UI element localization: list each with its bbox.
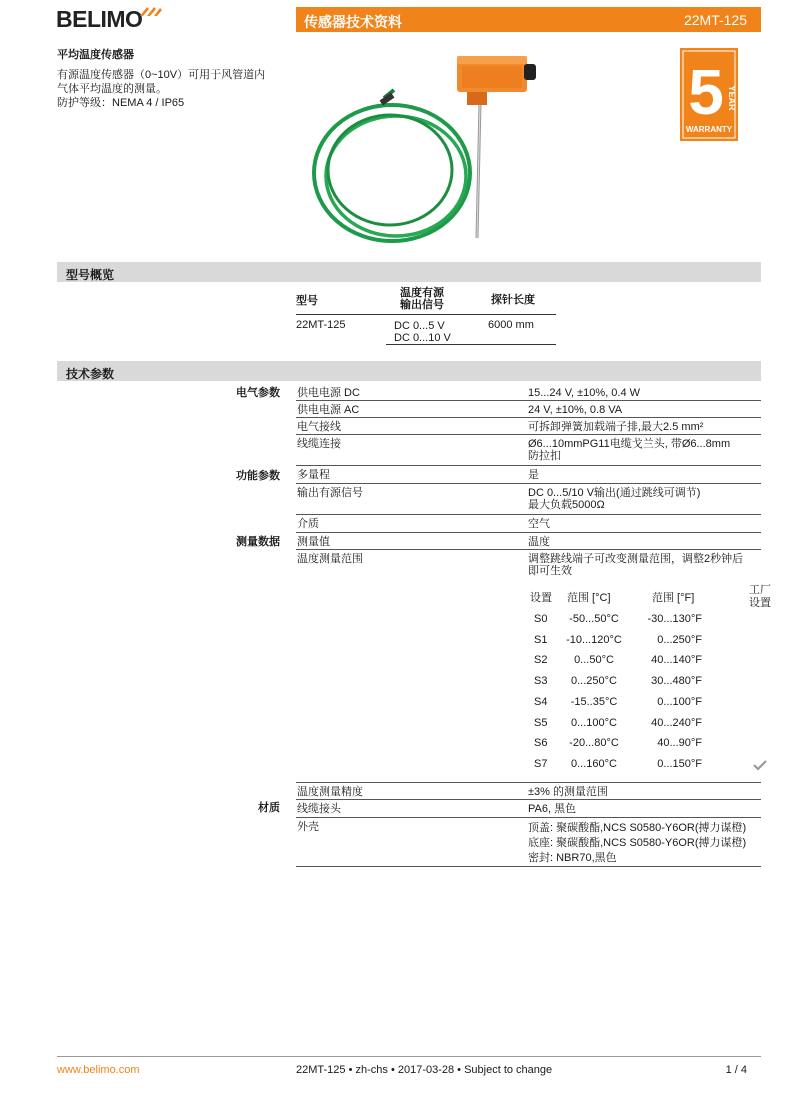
document-title: 传感器技术资料 — [304, 14, 402, 30]
spec-row — [296, 401, 761, 418]
spec-value — [528, 553, 760, 577]
range-celsius: -20...80°C — [569, 737, 619, 749]
product-type: 平均温度传感器 — [57, 49, 134, 61]
spec-row — [296, 384, 761, 401]
overview-cell-signal-line2: DC 0...10 V — [394, 332, 451, 344]
spec-value — [528, 821, 760, 866]
overview-cell-signal — [394, 320, 451, 344]
spec-row — [296, 818, 761, 867]
specs-section-title: 技术参数 — [66, 367, 115, 381]
warranty-badge-icon — [680, 48, 738, 141]
footer-doc-info: 22MT-125 • zh-chs • 2017-03-28 • Subject to change — [296, 1064, 553, 1076]
range-celsius: -15..35°C — [570, 696, 618, 708]
range-celsius: 0...160°C — [571, 758, 617, 770]
range-header-factory-line2: 设置 — [749, 597, 771, 609]
overview-cell-signal-line1: DC 0...5 V — [394, 320, 445, 332]
overview-cell-probe: 6000 mm — [488, 319, 534, 331]
spec-value: 可拆卸弹簧加载端子排,最大2.5 mm² — [528, 421, 704, 433]
footer-link[interactable]: www.belimo.com — [57, 1064, 140, 1076]
range-header-setting: 设置 — [530, 592, 552, 604]
spec-row — [296, 418, 761, 435]
overview-header-type: 型号 — [296, 295, 318, 307]
range-header-fahrenheit: 范围 [°F] — [652, 592, 695, 604]
spec-value — [528, 438, 760, 462]
spec-row — [296, 533, 761, 550]
range-setting: S5 — [534, 717, 548, 729]
range-fahrenheit: 40...240°F — [651, 717, 702, 729]
spec-value: 空气 — [528, 518, 550, 530]
range-celsius: 0...100°C — [571, 717, 617, 729]
spec-label: 多量程 — [297, 469, 330, 481]
range-setting: S3 — [534, 675, 548, 687]
spec-label: 介质 — [297, 518, 319, 530]
description-line-1: 有源温度传感器（0~10V）可用于风管道内 — [57, 69, 266, 81]
range-setting: S7 — [534, 758, 548, 770]
spec-value-line: 密封: NBR70,黑色 — [528, 852, 617, 864]
spec-label: 供电电源 AC — [297, 404, 360, 416]
spec-value: PA6, 黑色 — [528, 803, 577, 815]
spec-value-line: 最大负载5000Ω — [528, 499, 605, 511]
spec-label: 线缆接头 — [297, 803, 341, 815]
range-setting: S2 — [534, 654, 548, 666]
group-electrical: 电气参数 — [236, 387, 280, 399]
overview-header-probe: 探针长度 — [491, 294, 535, 306]
header-bar — [296, 7, 761, 32]
spec-value-line: Ø6...10mmPG11电缆戈兰头, 带Ø6...8mm — [528, 438, 731, 450]
spec-row — [296, 435, 761, 466]
warranty-year: YEAR — [727, 85, 737, 111]
product-image — [312, 48, 552, 253]
range-header-factory-line1: 工厂 — [749, 584, 771, 596]
range-fahrenheit: 40...90°F — [657, 737, 702, 749]
spec-label: 输出有源信号 — [297, 487, 363, 499]
spec-row — [296, 466, 761, 484]
range-celsius: 0...250°C — [571, 675, 617, 687]
spec-row — [296, 783, 761, 800]
warranty-label: WARRANTY — [685, 125, 733, 134]
factory-default-check-icon — [753, 759, 767, 771]
range-fahrenheit: 40...140°F — [651, 654, 702, 666]
range-celsius: -50...50°C — [569, 613, 619, 625]
specs-section-bar — [57, 361, 761, 381]
overview-bottom-line — [386, 344, 556, 345]
spec-row — [296, 800, 761, 818]
belimo-logo — [56, 4, 160, 30]
range-header-celsius: 范围 [°C] — [567, 592, 611, 604]
spec-label: 线缆连接 — [297, 438, 341, 450]
overview-header-signal — [386, 287, 458, 311]
overview-header-signal-line1: 温度有源 — [400, 287, 444, 299]
range-fahrenheit: 30...480°F — [651, 675, 702, 687]
range-header-factory — [749, 584, 771, 610]
logo-swoosh-icon — [138, 4, 162, 18]
spec-label: 电气接线 — [297, 421, 341, 433]
range-fahrenheit: 0...150°F — [657, 758, 702, 770]
overview-header-signal-line2: 输出信号 — [400, 299, 444, 311]
overview-section-bar — [57, 262, 761, 282]
description-line-2: 气体平均温度的测量。 — [57, 83, 167, 95]
spec-value: 是 — [528, 469, 539, 481]
spec-row — [296, 484, 761, 515]
spec-value: 15...24 V, ±10%, 0.4 W — [528, 387, 641, 399]
group-functional: 功能参数 — [236, 470, 280, 482]
spec-label: 温度测量精度 — [297, 786, 363, 798]
group-materials: 材质 — [258, 802, 280, 814]
spec-value — [528, 487, 760, 511]
warranty-number: 5 — [688, 56, 724, 128]
spec-value-line: DC 0...5/10 V输出(通过跳线可调节) — [528, 487, 701, 499]
spec-label: 温度测量范围 — [297, 553, 363, 565]
range-fahrenheit: 0...100°F — [657, 696, 702, 708]
spec-label: 外壳 — [297, 821, 319, 833]
overview-section-title: 型号概览 — [66, 268, 115, 282]
brand-name: BELIMO — [56, 6, 143, 32]
document-model: 22MT-125 — [683, 12, 747, 28]
spec-value-line: 即可生效 — [528, 565, 572, 577]
spec-value-line: 防拉扣 — [528, 450, 561, 462]
footer-page-number: 1 / 4 — [725, 1064, 747, 1076]
range-setting: S6 — [534, 737, 548, 749]
spec-value: 温度 — [528, 536, 550, 548]
spec-value-line: 顶盖: 聚碳酸酯,NCS S0580-Y6OR(搏力谋橙) — [528, 822, 747, 834]
range-setting: S4 — [534, 696, 548, 708]
range-fahrenheit: 0...250°F — [657, 634, 702, 646]
range-setting: S0 — [534, 613, 548, 625]
spec-label: 供电电源 DC — [297, 387, 360, 399]
range-fahrenheit: -30...130°F — [647, 613, 702, 625]
spec-row — [296, 515, 761, 533]
overview-divider — [296, 314, 556, 315]
group-measuring: 测量数据 — [236, 536, 280, 548]
spec-value: 24 V, ±10%, 0.8 VA — [528, 404, 623, 416]
overview-cell-type: 22MT-125 — [296, 319, 346, 331]
footer-divider — [57, 1056, 761, 1057]
spec-value-line: 调整跳线端子可改变测量范围，调整2秒钟后 — [528, 553, 744, 565]
spec-value: ±3% 的测量范围 — [528, 786, 608, 798]
range-celsius: 0...50°C — [574, 654, 614, 666]
spec-value-line: 底座: 聚碳酸酯,NCS S0580-Y6OR(搏力谋橙) — [528, 837, 747, 849]
intro — [57, 48, 292, 110]
range-setting: S1 — [534, 634, 548, 646]
range-celsius: -10...120°C — [566, 634, 622, 646]
protection-rating: 防护等级：NEMA 4 / IP65 — [57, 97, 185, 109]
spec-label: 测量值 — [297, 536, 330, 548]
